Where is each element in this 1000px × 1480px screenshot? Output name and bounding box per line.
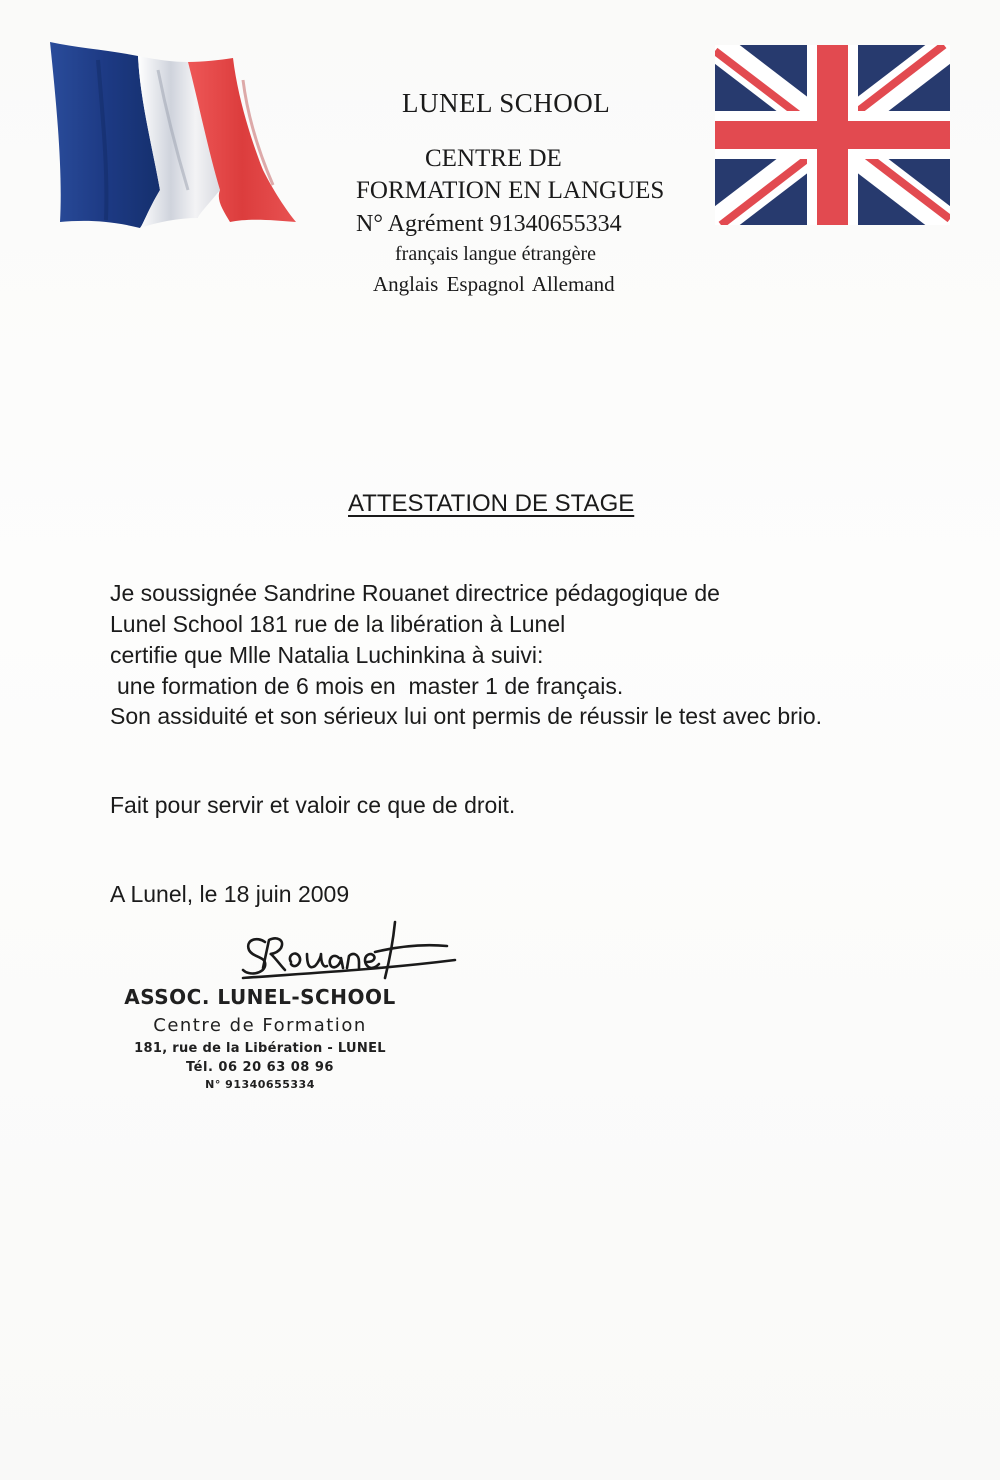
stamp-line-2: Centre de Formation — [153, 1015, 367, 1036]
body-line-1: Je soussignée Sandrine Rouanet directrice pédagogique de — [110, 580, 720, 606]
body-line-4: une formation de 6 mois en master 1 de français. — [117, 673, 624, 699]
stamp-line-4: Tél. 06 20 63 08 96 — [186, 1060, 334, 1075]
closing-line: Fait pour servir et valoir ce que de droit. — [110, 792, 516, 818]
stamp-line-1: ASSOC. LUNEL-SCHOOL — [124, 985, 396, 1009]
agrement-number: N° Agrément 91340655334 — [356, 211, 622, 237]
stamp-line-3: 181, rue de la Libération - LUNEL — [134, 1041, 386, 1056]
french-flag-icon — [48, 40, 298, 235]
association-stamp — [110, 985, 410, 1091]
school-name: LUNEL SCHOOL — [402, 88, 611, 118]
body-line-3: certifie que Mlle Natalia Luchinkina à suivi: — [110, 642, 544, 668]
union-jack-flag-icon — [715, 45, 950, 225]
centre-line-1: CENTRE DE — [425, 145, 562, 172]
languages-line: Anglais Espagnol Allemand — [373, 272, 615, 296]
stamp-line-5: N° 91340655334 — [205, 1078, 315, 1091]
centre-line-2: FORMATION EN LANGUES — [356, 177, 665, 204]
place-date: A Lunel, le 18 juin 2009 — [110, 881, 350, 907]
handwritten-signature — [235, 912, 460, 990]
fle-line: français langue étrangère — [395, 243, 596, 265]
body-line-5: Son assiduité et son sérieux lui ont permis de réussir le test avec brio. — [110, 703, 823, 729]
document-title: ATTESTATION DE STAGE — [348, 490, 635, 517]
body-line-2: Lunel School 181 rue de la libération à Lunel — [110, 611, 566, 637]
